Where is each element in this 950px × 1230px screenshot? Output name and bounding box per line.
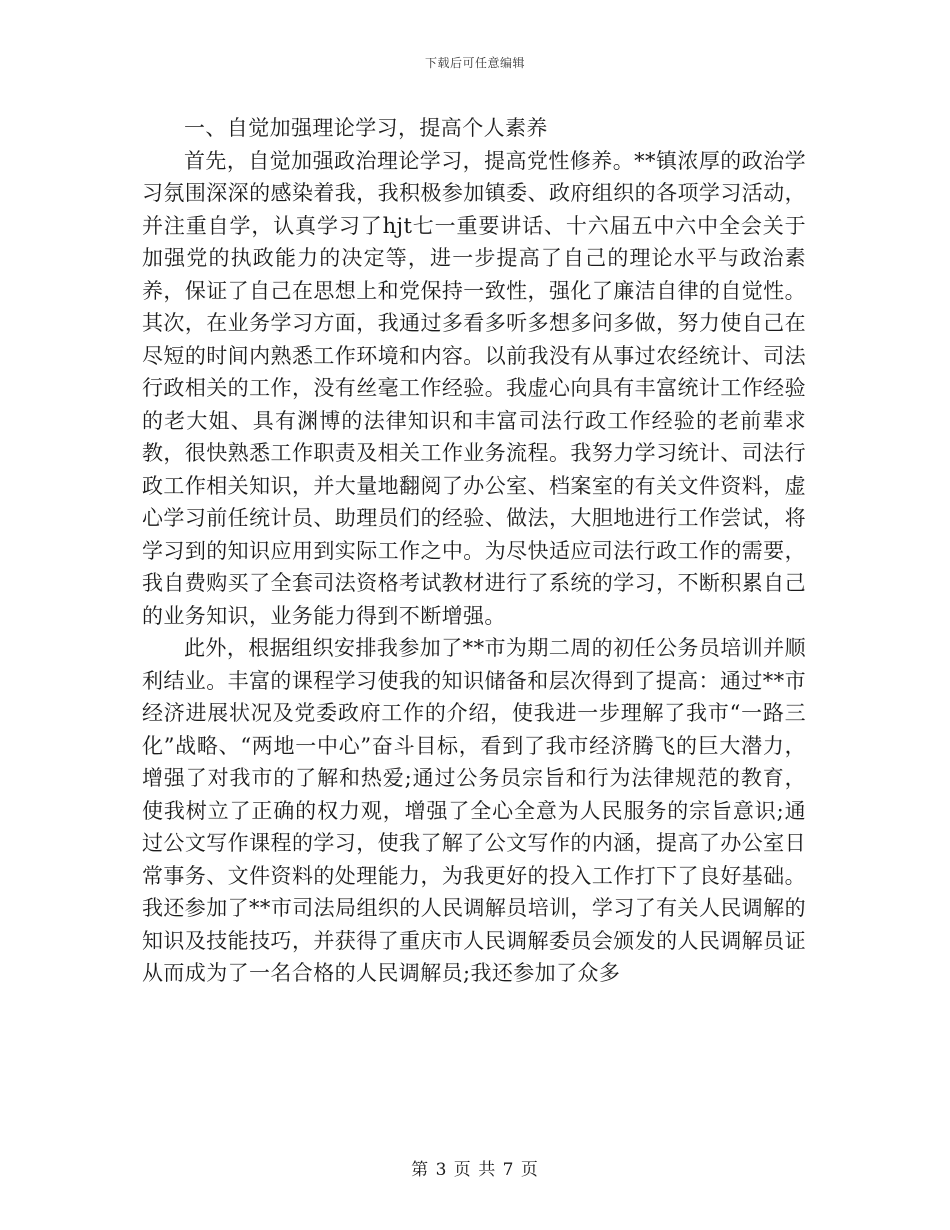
paragraph-1: 首先，自觉加强政治理论学习，提高党性修养。**镇浓厚的政治学习氛围深深的感染着我，我积极参加镇委、政府组织的各项学习活动，并注重自学，认真学习了hjt七一重要讲话、十六届五中六中全会关于加强党的执政能力的决定等，进一步提高了自己的理论水平与政治素养，保证了自己在思想上和党保持一致性，强化了廉洁自律的自觉性。其次，在业务学习方面，我通过多看多听多想多问多做，努力使自己在尽短的时间内熟悉工作环境和内容。以前我没有从事过农经统计、司法行政相关的工作，没有丝毫工作经验。我虚心向具有丰富统计工作经验的老大姐、具有渊博的法律知识和丰富司法行政工作经验的老前辈求教，很快熟悉工作职责及相关工作业务流程。我努力学习统计、司法行政工作相关知识，并大量地翻阅了办公室、档案室的有关文件资料，虚心学习前任统计员、助理员们的经验、做法，大胆地进行工作尝试，将学习到的知识应用到实际工作之中。为尽快适应司法行政工作的需要，我自费购买了全套司法资格考试教材进行了系统的学习，不断积累自己的业务知识，业务能力得到不断增强。 xyxy=(142,148,806,628)
document-body xyxy=(142,112,806,990)
page-header: 下载后可任意编辑 xyxy=(424,56,525,70)
section-heading: 一、自觉加强理论学习，提高个人素养 xyxy=(184,116,548,140)
paragraph-2: 此外，根据组织安排我参加了**市为期二周的初任公务员培训并顺利结业。丰富的课程学习使我的知识储备和层次得到了提高：通过**市经济进展状况及党委政府工作的介绍，使我进一步理解了我市“一路三化”战略、“两地一中心”奋斗目标，看到了我市经济腾飞的巨大潜力，增强了对我市的了解和热爱;通过公务员宗旨和行为法律规范的教育，使我树立了正确的权力观，增强了全心全意为人民服务的宗旨意识;通过公文写作课程的学习，使我了解了公文写作的内涵，提高了办公室日常事务、文件资料的处理能力，为我更好的投入工作打下了良好基础。我还参加了**市司法局组织的人民调解员培训，学习了有关人民调解的知识及技能技巧，并获得了重庆市人民调解委员会颁发的人民调解员证从而成为了一名合格的人民调解员;我还参加了众多 xyxy=(142,636,806,985)
page-number: 第 3 页 共 7 页 xyxy=(411,1160,539,1180)
